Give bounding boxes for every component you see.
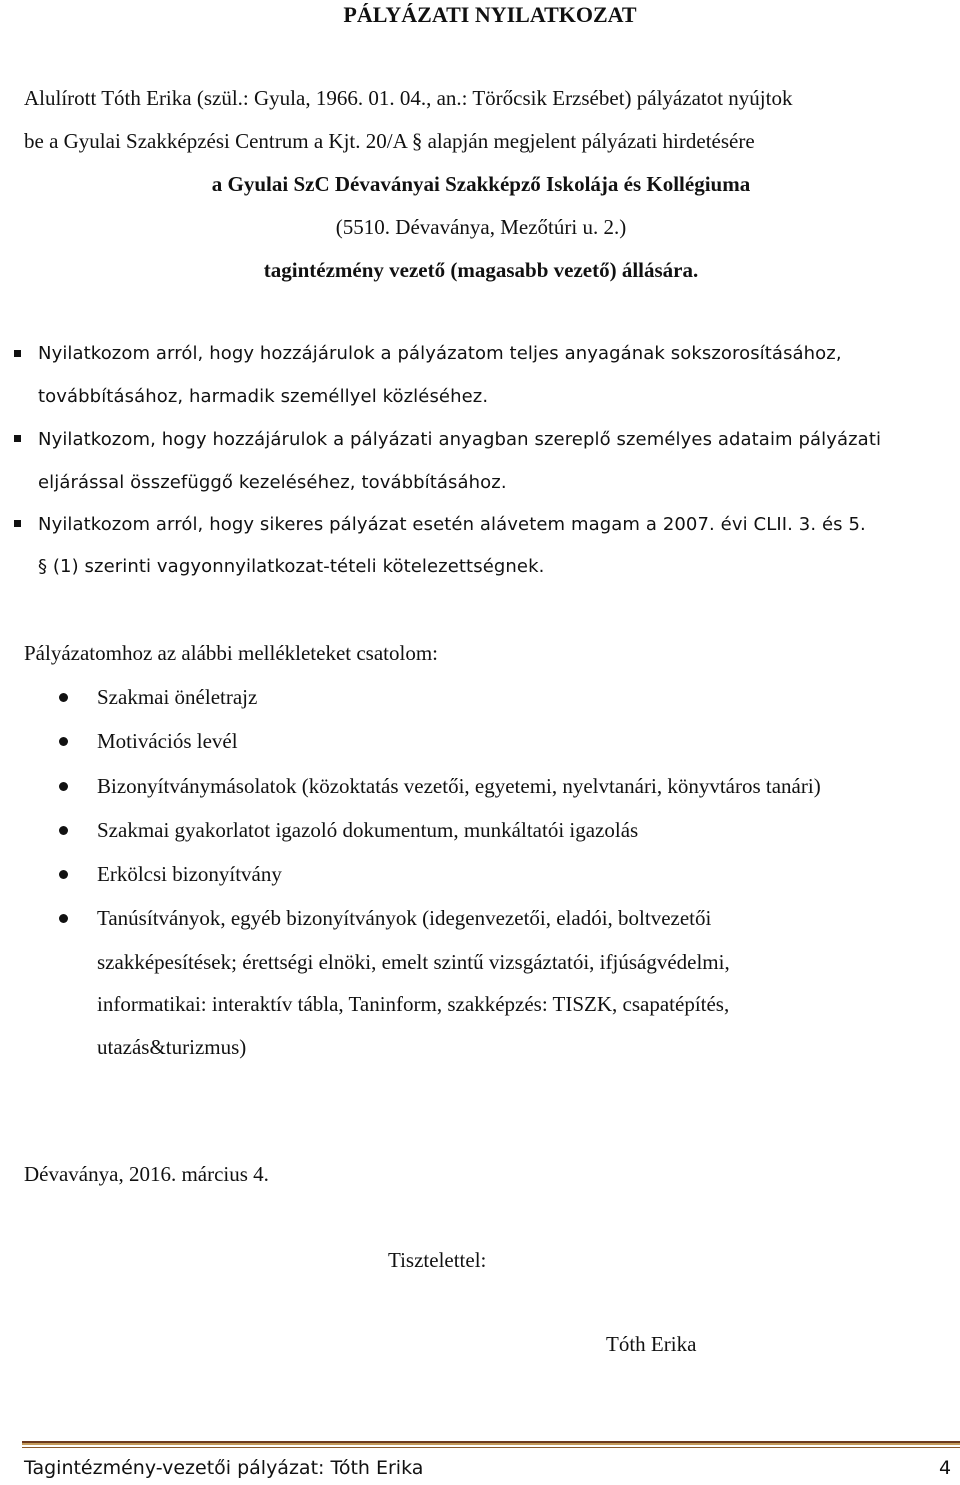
attachment-item: Szakmai önéletrajz [97,685,258,709]
round-bullet-icon [59,782,68,791]
declaration-2-line-2: eljárással összefüggő kezeléséhez, továbbításához. [38,472,507,493]
footer-rule-thin [22,1447,960,1448]
round-bullet-icon [59,914,68,923]
declaration-1-line-1: Nyilatkozom arról, hogy hozzájárulok a pályázatom teljes anyagának sokszorosításához, [38,343,842,364]
declaration-2-line-1: Nyilatkozom, hogy hozzájárulok a pályázati anyagban szereplő személyes adataim pályázati [38,429,882,450]
page-title: PÁLYÁZATI NYILATKOZAT [343,2,637,27]
round-bullet-icon [59,826,68,835]
round-bullet-icon [59,870,68,879]
declaration-1-line-2: továbbításához, harmadik személlyel közléséhez. [38,386,489,407]
closing-salutation: Tisztelettel: [388,1248,487,1272]
attachment-item-continuation: szakképesítések; érettségi elnöki, emelt szintű vizsgáztatói, ifjúságvédelmi, [97,950,730,974]
attachment-item: Bizonyítványmásolatok (közoktatás vezetői, egyetemi, nyelvtanári, könyvtáros tanári) [97,774,821,798]
attachments-heading: Pályázatomhoz az alábbi mellékleteket csatolom: [24,641,439,665]
intro-line-2: be a Gyulai Szakképzési Centrum a Kjt. 20/A § alapján megjelent pályázati hirdetésére [24,129,755,153]
page-number: 4 [939,1457,952,1479]
attachment-item-continuation: utazás&turizmus) [97,1035,247,1059]
square-bullet-icon [14,350,21,357]
position-title: tagintézmény vezető (magasabb vezető) állására. [263,258,699,282]
attachment-item: Szakmai gyakorlatot igazoló dokumentum, munkáltatói igazolás [97,818,639,842]
signature-name: Tóth Erika [606,1332,697,1356]
round-bullet-icon [59,737,68,746]
attachment-item: Erkölcsi bizonyítvány [97,862,282,886]
attachment-item-continuation: informatikai: interaktív tábla, Taninform, szakképzés: TISZK, csapatépítés, [97,992,730,1016]
declaration-3-line-1: Nyilatkozom arról, hogy sikeres pályázat esetén alávetem magam a 2007. évi CLII. 3. és 5. [38,514,866,535]
intro-line-1: Alulírott Tóth Erika (szül.: Gyula, 1966. 01. 04., an.: Törőcsik Erzsébet) pályázatot nyújtok [24,86,793,110]
footer-rule [22,1441,960,1445]
attachment-item: Tanúsítványok, egyéb bizonyítványok (idegenvezetői, eladói, boltvezetői [97,906,712,930]
declaration-3-line-2: § (1) szerinti vagyonnyilatkozat-tételi kötelezettségnek. [38,556,545,577]
attachment-item: Motivációs levél [97,729,238,753]
institution-address: (5510. Dévaványa, Mezőtúri u. 2.) [335,215,627,239]
place-date: Dévaványa, 2016. március 4. [24,1162,269,1186]
institution-name: a Gyulai SzC Dévaványai Szakképző Iskolája és Kollégiuma [211,172,751,196]
footer-title: Tagintézmény-vezetői pályázat: Tóth Erika [24,1457,424,1479]
round-bullet-icon [59,693,68,702]
square-bullet-icon [14,520,21,527]
square-bullet-icon [14,435,21,442]
